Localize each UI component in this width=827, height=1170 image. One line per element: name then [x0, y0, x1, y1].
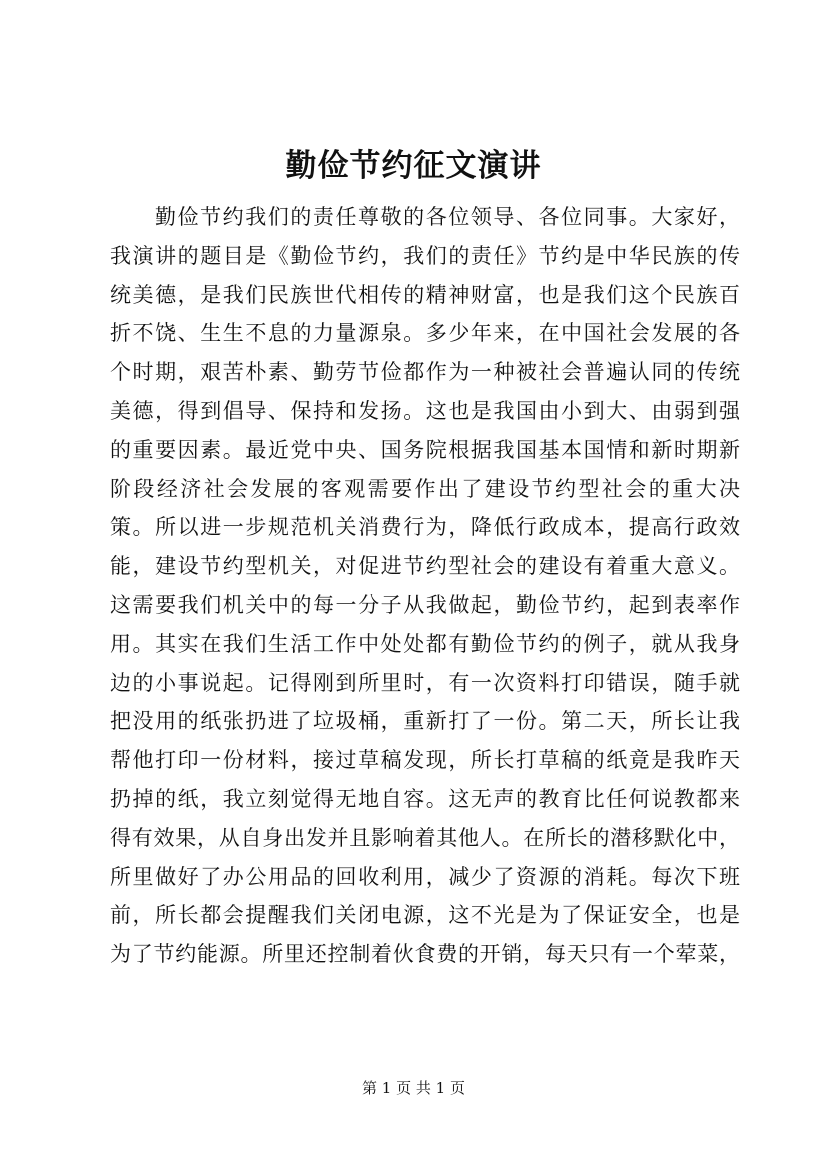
paragraph-line: 统美德，是我们民族世代相传的精神财富，也是我们这个民族百 — [110, 282, 740, 307]
paragraph-line: 所里做好了办公用品的回收利用，减少了资源的消耗。每次下班 — [110, 864, 740, 889]
paragraph-line: 的重要因素。最近党中央、国务院根据我国基本国情和新时期新 — [110, 437, 740, 462]
paragraph-line: 个时期，艰苦朴素、勤劳节俭都作为一种被社会普遍认同的传统 — [110, 360, 740, 385]
paragraph-line: 把没用的纸张扔进了垃圾桶，重新打了一份。第二天，所长让我 — [110, 709, 740, 734]
paragraph-line: 折不饶、生生不息的力量源泉。多少年来，在中国社会发展的各 — [110, 321, 740, 346]
paragraph-line: 扔掉的纸，我立刻觉得无地自容。这无声的教育比任何说教都来 — [110, 786, 740, 811]
paragraph-line: 帮他打印一份材料，接过草稿发现，所长打草稿的纸竟是我昨天 — [110, 748, 740, 773]
paragraph-line: 美德，得到倡导、保持和发扬。这也是我国由小到大、由弱到强 — [110, 398, 740, 423]
paragraph-line: 阶段经济社会发展的客观需要作出了建设节约型社会的重大决 — [110, 476, 740, 501]
document-title: 勤俭节约征文演讲 — [285, 148, 542, 184]
paragraph-line: 能，建设节约型机关，对促进节约型社会的建设有着重大意义。 — [110, 554, 740, 579]
paragraph-line: 得有效果，从自身出发并且影响着其他人。在所长的潜移默化中， — [110, 825, 740, 850]
paragraph-line: 这需要我们机关中的每一分子从我做起，勤俭节约，起到表率作 — [110, 592, 740, 617]
paragraph-line: 我演讲的题目是《勤俭节约，我们的责任》节约是中华民族的传 — [110, 243, 740, 268]
document-body — [110, 198, 740, 974]
page-number-footer: 第 1 页 共 1 页 — [362, 1079, 465, 1097]
paragraph-line: 策。所以进一步规范机关消费行为，降低行政成本，提高行政效 — [110, 515, 740, 540]
paragraph-line: 勤俭节约我们的责任尊敬的各位领导、各位同事。大家好， — [155, 205, 740, 229]
paragraph-line: 前，所长都会提醒我们关闭电源，这不光是为了保证安全，也是 — [110, 903, 740, 928]
paragraph-line: 用。其实在我们生活工作中处处都有勤俭节约的例子，就从我身 — [110, 631, 740, 656]
paragraph-line: 为了节约能源。所里还控制着伙食费的开销，每天只有一个荤菜， — [110, 942, 740, 967]
paragraph-line: 边的小事说起。记得刚到所里时，有一次资料打印错误，随手就 — [110, 670, 740, 695]
